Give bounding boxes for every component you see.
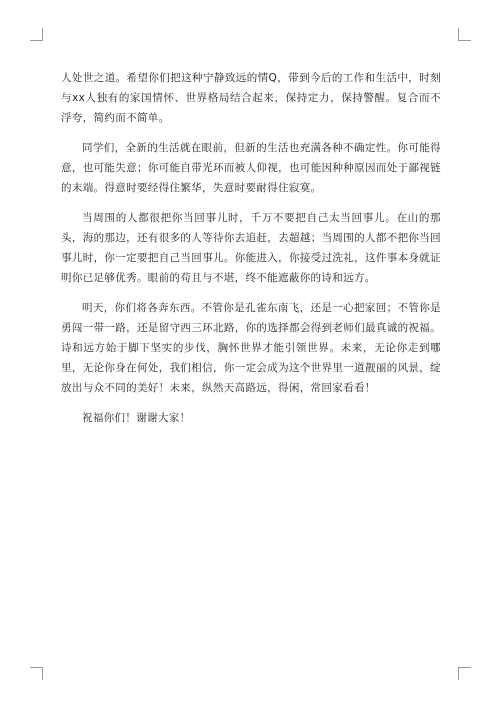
crop-mark-top-left bbox=[30, 28, 43, 41]
paragraph-2: 同学们，全新的生活就在眼前，但新的生活也充满各种不确定性。你可能得意，也可能失意；你可能自带光环而被人仰视，也可能因种种原因而处于鄙视链的末端。得意时要经得住繁华，失意时要耐得住寂寞。 bbox=[61, 142, 441, 194]
paragraph-3: 当周围的人都很把你当回事儿时，千万不要把自己太当回事儿。在山的那头，海的那边，还有很多的人等待你去追赶，去超越；当周围的人都不把你当回事儿时，你一定要把自己当回事儿。你能进入，你接受过洗礼，这件事本身就证明你已足够优秀。眼前的苟且与不堪，终不能遮蔽你的诗和远方。 bbox=[61, 212, 441, 284]
paragraph-1: 人处世之道。希望你们把这种宁静致远的情Q，带到今后的工作和生活中，时刻与xx人独有的家国情怀、世界格局结合起来，保持定力，保持警醒。复合而不浮夸，简约而不简单。 bbox=[61, 72, 441, 124]
paragraph-4: 明天，你们将各奔东西。不管你是孔雀东南飞，还是一心把家回；不管你是勇闯一带一路，还是留守西三环北路，你的选择都会得到老师们最真诚的祝福。诗和远方始于脚下坚实的步伐，胸怀世界才能引领世界。未来，无论你走到哪里，无论你身在何处，我们相信，你一定会成为这个世界里一道靓丽的风景，绽放出与众不同的美好！未来，纵然天高路远，得闲，常回家看看！ bbox=[61, 302, 441, 394]
paragraph-5: 祝福你们！谢谢大家！ bbox=[82, 412, 191, 424]
crop-mark-bottom-left bbox=[30, 667, 43, 680]
document-body bbox=[61, 68, 441, 438]
crop-mark-bottom-right bbox=[458, 667, 471, 680]
crop-mark-top-right bbox=[458, 28, 471, 41]
